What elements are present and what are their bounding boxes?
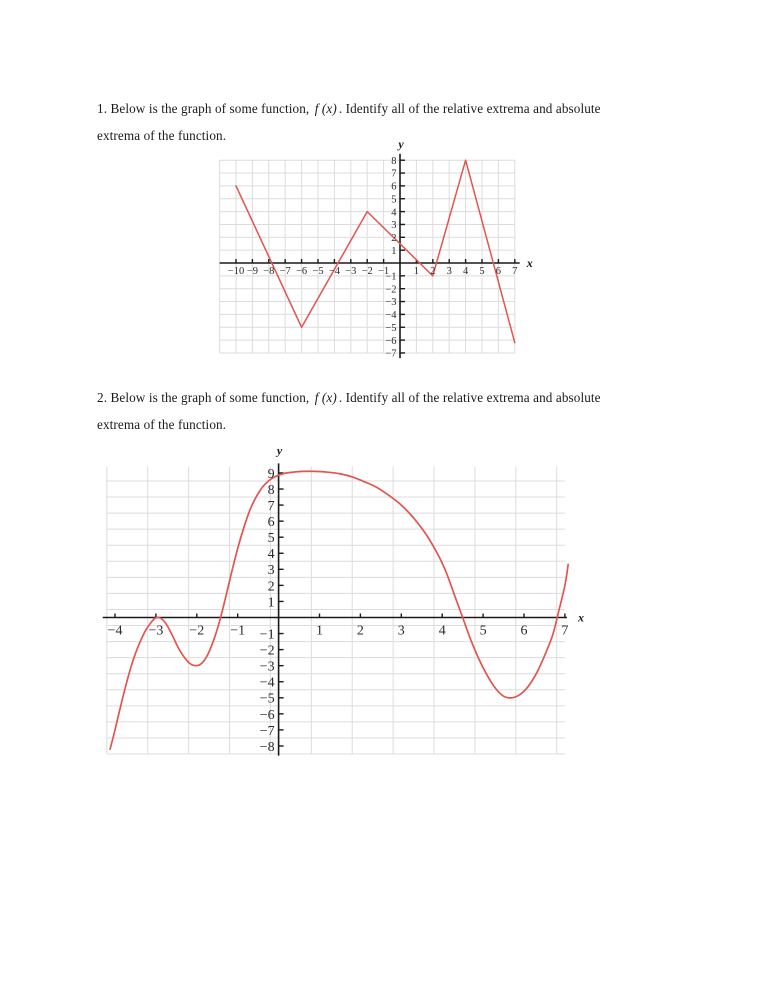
svg-text:−8: −8 [259,739,275,755]
svg-text:−5: −5 [312,266,324,277]
svg-text:−7: −7 [259,723,275,739]
svg-text:−1: −1 [230,623,246,639]
svg-text:5: 5 [391,194,397,206]
svg-text:5: 5 [479,266,485,277]
svg-text:−4: −4 [385,310,397,322]
svg-text:−9: −9 [246,266,258,277]
problem-1-text-after: . Identify all of the relative extrema and absolute [338,101,601,116]
graph-2 [104,440,599,770]
svg-text:y: y [276,443,283,458]
svg-text:−2: −2 [259,643,275,659]
svg-text:−7: −7 [385,348,397,360]
svg-text:1: 1 [267,595,275,611]
svg-text:8: 8 [267,482,275,498]
svg-text:−2: −2 [361,266,373,277]
problem-2-text-before: Below is the graph of some function, [110,390,310,405]
svg-text:6: 6 [267,515,275,531]
svg-text:6: 6 [495,266,502,277]
svg-text:−1: −1 [259,627,275,643]
svg-text:4: 4 [462,266,469,277]
graph-1 [196,136,556,361]
svg-text:1: 1 [413,266,420,277]
svg-text:x: x [577,610,584,625]
svg-text:7: 7 [267,498,275,514]
svg-text:−6: −6 [296,266,308,277]
graph-2-gridlines [107,467,565,754]
svg-text:−5: −5 [259,691,275,707]
svg-text:−7: −7 [279,266,291,277]
svg-text:−10: −10 [227,266,245,277]
svg-text:6: 6 [391,181,397,193]
svg-text:−4: −4 [328,266,340,277]
svg-text:−3: −3 [148,623,164,639]
svg-text:−2: −2 [385,284,397,296]
graph-2-svg [104,440,599,770]
svg-text:4: 4 [391,207,397,219]
svg-text:−1: −1 [385,271,397,283]
svg-text:−5: −5 [385,322,397,334]
svg-text:7: 7 [512,266,518,277]
svg-text:1: 1 [391,245,397,257]
svg-text:7: 7 [391,168,397,180]
problem-2-text-after: . Identify all of the relative extrema and absolute [338,390,601,405]
graph-1-gridlines [220,160,518,353]
svg-text:2: 2 [391,232,397,244]
svg-text:2: 2 [430,266,436,277]
problem-2-text-line2: extrema of the function. [97,417,227,432]
graph-1-svg [196,136,556,361]
svg-text:−4: −4 [259,675,275,691]
problem-1-text-before: Below is the graph of some function, [110,101,310,116]
svg-text:5: 5 [267,531,275,547]
svg-text:x: x [526,256,533,270]
svg-text:2: 2 [356,623,364,639]
problem-2-number: 2. [97,390,108,405]
problem-1-text-line2: extrema of the function. [97,128,227,143]
problem-2-function-label: f (x) [314,390,337,405]
graph-2-axis-names [275,443,584,624]
svg-text:4: 4 [267,547,275,563]
problem-1-text [97,95,657,149]
svg-text:3: 3 [446,266,452,277]
svg-text:5: 5 [479,623,487,639]
svg-text:−2: −2 [189,623,205,639]
svg-text:−4: −4 [107,623,123,639]
svg-text:−3: −3 [345,266,357,277]
graph-2-tick-labels [108,467,569,755]
svg-text:3: 3 [267,563,275,579]
svg-text:3: 3 [397,623,405,639]
svg-text:−6: −6 [385,335,397,347]
svg-text:2: 2 [267,579,275,595]
graph-1-tick-labels [228,156,518,360]
graph-1-curve [236,160,518,342]
svg-text:1: 1 [316,623,323,639]
svg-text:−8: −8 [263,266,275,277]
svg-text:y: y [398,136,404,151]
svg-text:−6: −6 [259,707,275,723]
svg-text:6: 6 [520,623,528,639]
svg-text:4: 4 [438,623,446,639]
problem-1-function-label: f (x) [314,101,337,116]
svg-text:−1: −1 [378,266,390,277]
svg-text:8: 8 [391,155,397,167]
svg-text:−3: −3 [385,297,397,309]
svg-text:9: 9 [267,466,275,482]
svg-text:−3: −3 [259,659,275,675]
svg-text:7: 7 [561,623,569,639]
svg-text:3: 3 [391,220,397,232]
problem-2-text [97,384,657,438]
problem-1-number: 1. [97,101,108,116]
